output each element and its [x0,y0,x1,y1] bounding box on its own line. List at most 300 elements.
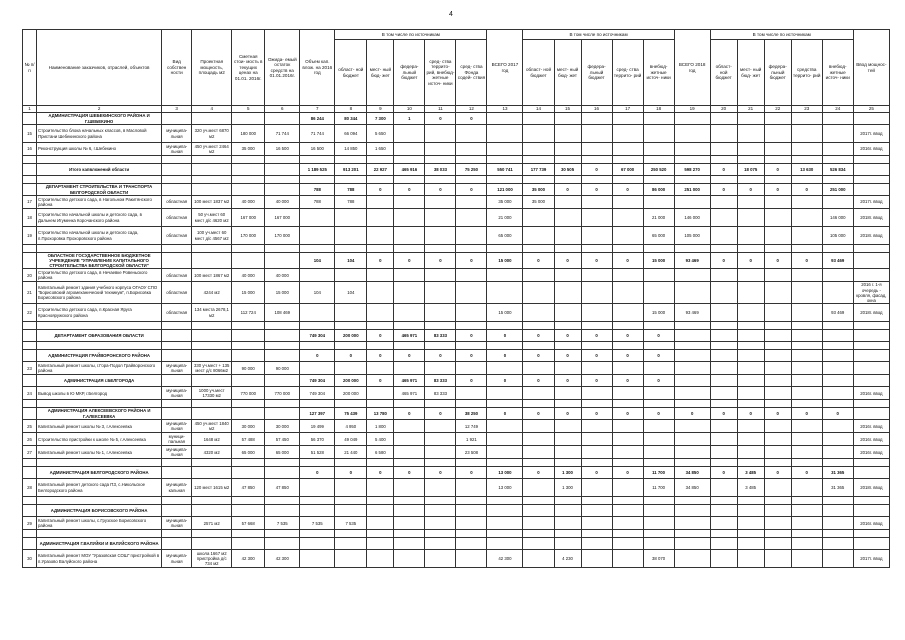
value-cell [425,227,456,245]
value-cell [643,125,674,143]
value-cell: муниципа- льная [162,362,192,375]
value-cell: 0 [710,184,737,196]
empty-cell [487,497,523,505]
value-cell: 0 [487,408,523,420]
empty-cell [425,156,456,164]
value-cell [300,550,335,568]
value-cell: 38 070 [643,550,674,568]
column-index-cell: 6 [265,106,300,113]
empty-cell [192,322,232,330]
value-cell [192,253,232,269]
value-cell [192,184,232,196]
value-cell [643,269,674,282]
value-cell: 2017г. ввод [853,550,889,568]
empty-cell [367,322,394,330]
empty-cell [612,342,643,350]
col-total-2017-header: ВСЕГО 2017 год [487,30,523,106]
value-cell: 598 270 [674,164,710,176]
empty-cell [487,342,523,350]
src-federal-header: федера- льный бюджет [394,40,425,106]
value-cell [764,269,791,282]
empty-cell [612,322,643,330]
src17-federal-header: федера- льный бюджет [581,40,612,106]
value-cell: 34 850 [674,479,710,497]
value-cell [791,196,822,209]
row-number-cell [23,375,37,387]
value-cell [674,196,710,209]
value-cell [523,304,554,322]
empty-cell [394,342,425,350]
value-cell: 0 [581,408,612,420]
value-cell: 0 [612,253,643,269]
value-cell [425,517,456,530]
value-cell: 100 уч.мест 60 мест д/с 4567 м2 [192,227,232,245]
row-name-cell: АДМИНИСТРАЦИЯ ГРАЙВОРОНСКОГО РАЙОНА [37,350,162,362]
column-index-cell: 16 [581,106,612,113]
empty-cell [300,342,335,350]
value-cell: 47 850 [265,479,300,497]
value-cell: 1 921 [456,433,487,446]
value-cell: областная [162,227,192,245]
value-cell [822,269,853,282]
empty-cell [335,176,367,184]
value-cell [764,282,791,304]
value-cell [554,282,581,304]
value-cell: 65 000 [265,446,300,459]
value-cell [612,196,643,209]
empty-cell [456,497,487,505]
value-cell: 104 [335,253,367,269]
empty-cell [710,322,737,330]
empty-cell [764,400,791,408]
value-cell: 526 834 [822,164,853,176]
column-index-cell: 21 [737,106,764,113]
row-number-cell [23,113,37,125]
value-cell: 31 365 [822,479,853,497]
row-name-cell: Итого капвложений области [37,164,162,176]
value-cell: 0 [554,375,581,387]
value-cell [764,538,791,550]
section-row [23,538,890,550]
value-cell [523,538,554,550]
empty-cell [425,530,456,538]
value-cell [710,538,737,550]
row-name-cell: Капитальный ремонт здания учебного корпуса ОГАОУ СПО "Борисовский агромеханический техникум", п.Борисовка Борисовского района [37,282,162,304]
value-cell [523,420,554,433]
value-cell [581,446,612,459]
value-cell [232,113,265,125]
value-cell: 200 000 [335,375,367,387]
table-row [23,420,890,433]
value-cell: 0 [425,253,456,269]
section-row [23,505,890,517]
value-cell [674,550,710,568]
value-cell [487,269,523,282]
value-cell [853,164,889,176]
value-cell [425,550,456,568]
value-cell: 465 971 [394,387,425,400]
value-cell: 15 000 [487,253,523,269]
value-cell: 13 630 [791,164,822,176]
value-cell [612,125,643,143]
value-cell: 170 000 [265,227,300,245]
value-cell [737,125,764,143]
value-cell [487,113,523,125]
value-cell [554,446,581,459]
empty-cell [367,176,394,184]
empty-cell [425,497,456,505]
value-cell [162,113,192,125]
value-cell [612,420,643,433]
value-cell: 35 000 [487,196,523,209]
empty-cell [764,497,791,505]
value-cell: 170 000 [232,227,265,245]
value-cell [554,505,581,517]
empty-cell [37,176,162,184]
value-cell: 75 250 [456,164,487,176]
value-cell [710,269,737,282]
value-cell [192,538,232,550]
value-cell: 0 [612,467,643,479]
value-cell: 35 000 [523,184,554,196]
value-cell [394,433,425,446]
value-cell [487,446,523,459]
value-cell [710,330,737,342]
empty-cell [523,245,554,253]
table-row [23,362,890,375]
value-cell [612,269,643,282]
value-cell [737,550,764,568]
value-cell [487,433,523,446]
value-cell: 0 [643,408,674,420]
column-index-cell: 14 [523,106,554,113]
empty-cell [37,322,162,330]
empty-cell [265,176,300,184]
value-cell [612,517,643,530]
value-cell [643,446,674,459]
value-cell: 14 850 [335,143,367,156]
src18-regional-header: област- ной бюджет [710,40,737,106]
column-index-cell: 3 [162,106,192,113]
empty-cell [367,400,394,408]
value-cell [737,505,764,517]
value-cell [853,350,889,362]
empty-cell [367,459,394,467]
empty-cell [265,245,300,253]
empty-cell [232,497,265,505]
value-cell [853,113,889,125]
table-row [23,143,890,156]
empty-cell [554,342,581,350]
value-cell [425,433,456,446]
value-cell: муниципа- льная [162,550,192,568]
value-cell: 0 [394,408,425,420]
empty-cell [162,322,192,330]
value-cell [643,143,674,156]
value-cell: 56 370 [300,433,335,446]
empty-cell [643,400,674,408]
empty-cell [554,400,581,408]
value-cell [265,408,300,420]
empty-cell [581,400,612,408]
value-cell: муниципа- льная [162,125,192,143]
value-cell: 749 304 [300,330,335,342]
value-cell: 35 000 [523,196,554,209]
value-cell [394,209,425,227]
row-name-cell: Капитальный ремонт школы № 1, г.Алексеевка [37,446,162,459]
value-cell [487,282,523,304]
value-cell: 105 000 [822,227,853,245]
empty-cell [37,497,162,505]
empty-cell [554,176,581,184]
value-cell: муниципа- льная [162,420,192,433]
value-cell [764,375,791,387]
row-number-cell [23,408,37,420]
value-cell [764,420,791,433]
section-row [23,164,890,176]
value-cell [853,538,889,550]
empty-cell [523,156,554,164]
value-cell: 15 000 [487,304,523,322]
value-cell [764,362,791,375]
value-cell: 21 000 [643,209,674,227]
value-cell: 0 [456,330,487,342]
value-cell [300,269,335,282]
value-cell [791,420,822,433]
value-cell: 13 000 [487,467,523,479]
empty-cell [335,530,367,538]
value-cell [554,304,581,322]
value-cell [487,143,523,156]
value-cell [822,420,853,433]
src18-territory-header: средства террито- рий [791,40,822,106]
value-cell [822,538,853,550]
value-cell [674,125,710,143]
value-cell [162,375,192,387]
value-cell [710,196,737,209]
value-cell [394,304,425,322]
value-cell [523,517,554,530]
value-cell [581,433,612,446]
empty-cell [232,176,265,184]
value-cell: 104 [335,282,367,304]
table-body [23,113,890,568]
spacer-row [23,530,890,538]
row-number-cell [23,350,37,362]
value-cell: 0 [710,164,737,176]
empty-cell [232,400,265,408]
value-cell: 0 [643,330,674,342]
empty-cell [737,497,764,505]
value-cell [523,479,554,497]
empty-cell [581,156,612,164]
empty-cell [23,176,37,184]
empty-cell [367,245,394,253]
empty-cell [581,342,612,350]
value-cell: 450 уч.мест 2464 м2 [192,143,232,156]
value-cell [822,446,853,459]
value-cell [674,505,710,517]
empty-cell [822,342,853,350]
column-index-cell: 1 [23,106,37,113]
value-cell: муниципа- кальная [162,479,192,497]
empty-cell [425,176,456,184]
value-cell: 66 094 [335,125,367,143]
value-cell [425,538,456,550]
value-cell [674,330,710,342]
row-name-cell: Строительство начальной школы и детского сада, в Дальнем Игуменка Корочанского района [37,209,162,227]
value-cell [300,304,335,322]
value-cell [674,375,710,387]
empty-cell [791,400,822,408]
value-cell [554,420,581,433]
empty-cell [822,530,853,538]
value-cell [300,479,335,497]
value-cell [425,362,456,375]
value-cell: 2016г. ввод [853,143,889,156]
value-cell: 0 [710,408,737,420]
value-cell [394,196,425,209]
value-cell [764,550,791,568]
value-cell: 200 000 [335,330,367,342]
value-cell: 0 [764,184,791,196]
value-cell [367,304,394,322]
value-cell: 0 [367,375,394,387]
value-cell [764,125,791,143]
value-cell [300,227,335,245]
value-cell: 0 [674,408,710,420]
table-row [23,209,890,227]
row-number-cell [23,253,37,269]
value-cell [581,143,612,156]
empty-cell [737,245,764,253]
value-cell: 0 [335,350,367,362]
empty-cell [853,530,889,538]
value-cell [710,125,737,143]
value-cell: 2017г. ввод [853,196,889,209]
empty-cell [674,400,710,408]
value-cell [853,375,889,387]
value-cell [612,282,643,304]
value-cell [554,143,581,156]
value-cell [710,420,737,433]
value-cell [822,125,853,143]
value-cell [643,362,674,375]
src18-federal-header: федера- льный бюджет [764,40,791,106]
value-cell [367,269,394,282]
empty-cell [710,176,737,184]
empty-cell [487,459,523,467]
value-cell [853,505,889,517]
table-header [23,30,890,113]
value-cell [737,227,764,245]
table-row [23,479,890,497]
value-cell [643,387,674,400]
value-cell [394,269,425,282]
empty-cell [300,156,335,164]
row-name-cell: АДМИНИСТРАЦИЯ БОРИСОВСКОГО РАЙОНА [37,505,162,517]
value-cell [581,538,612,550]
sources-2017-group-header: В том числе по источникам [523,30,674,40]
row-number-cell [23,184,37,196]
empty-cell [737,322,764,330]
spacer-row [23,156,890,164]
value-cell [581,209,612,227]
empty-cell [23,342,37,350]
value-cell: 0 [456,113,487,125]
empty-cell [23,322,37,330]
value-cell: 0 [456,253,487,269]
value-cell: 0 [791,467,822,479]
col-remaining-header: Ожида- емый остаток средств на 01.01.2016г. [265,30,300,106]
row-name-cell: Капитальный ремонт школы, г.Гора-Подол Грайворонского района [37,362,162,375]
value-cell [487,538,523,550]
empty-cell [23,245,37,253]
value-cell [764,350,791,362]
value-cell [456,304,487,322]
value-cell: 0 [710,253,737,269]
value-cell [265,467,300,479]
value-cell [265,375,300,387]
value-cell [643,420,674,433]
value-cell: 0 [425,350,456,362]
value-cell [853,467,889,479]
row-number-cell: 21 [23,282,37,304]
value-cell [456,505,487,517]
column-index-cell: 9 [367,106,394,113]
value-cell [456,479,487,497]
empty-cell [791,156,822,164]
value-cell: 5 650 [367,125,394,143]
value-cell [192,164,232,176]
value-cell [791,330,822,342]
spacer-row [23,245,890,253]
value-cell [192,330,232,342]
value-cell: 13 780 [367,408,394,420]
value-cell [791,304,822,322]
empty-cell [162,459,192,467]
value-cell: 749 304 [300,387,335,400]
value-cell [367,362,394,375]
empty-cell [554,530,581,538]
empty-cell [192,176,232,184]
empty-cell [710,342,737,350]
value-cell: 550 741 [487,164,523,176]
value-cell [643,113,674,125]
value-cell [643,196,674,209]
empty-cell [37,156,162,164]
empty-cell [162,530,192,538]
value-cell [367,387,394,400]
value-cell: 3 485 [737,467,764,479]
value-cell: 11 700 [643,467,674,479]
empty-cell [456,245,487,253]
value-cell [764,387,791,400]
value-cell [425,209,456,227]
empty-cell [581,245,612,253]
value-cell: 1 300 [554,479,581,497]
value-cell [853,269,889,282]
empty-cell [456,459,487,467]
value-cell [710,350,737,362]
value-cell [394,143,425,156]
value-cell [764,209,791,227]
value-cell: 65 000 [232,446,265,459]
column-index-cell: 20 [710,106,737,113]
value-cell: 0 [710,467,737,479]
value-cell: 4244 м2 [192,282,232,304]
value-cell: 1648 м2 [192,433,232,446]
